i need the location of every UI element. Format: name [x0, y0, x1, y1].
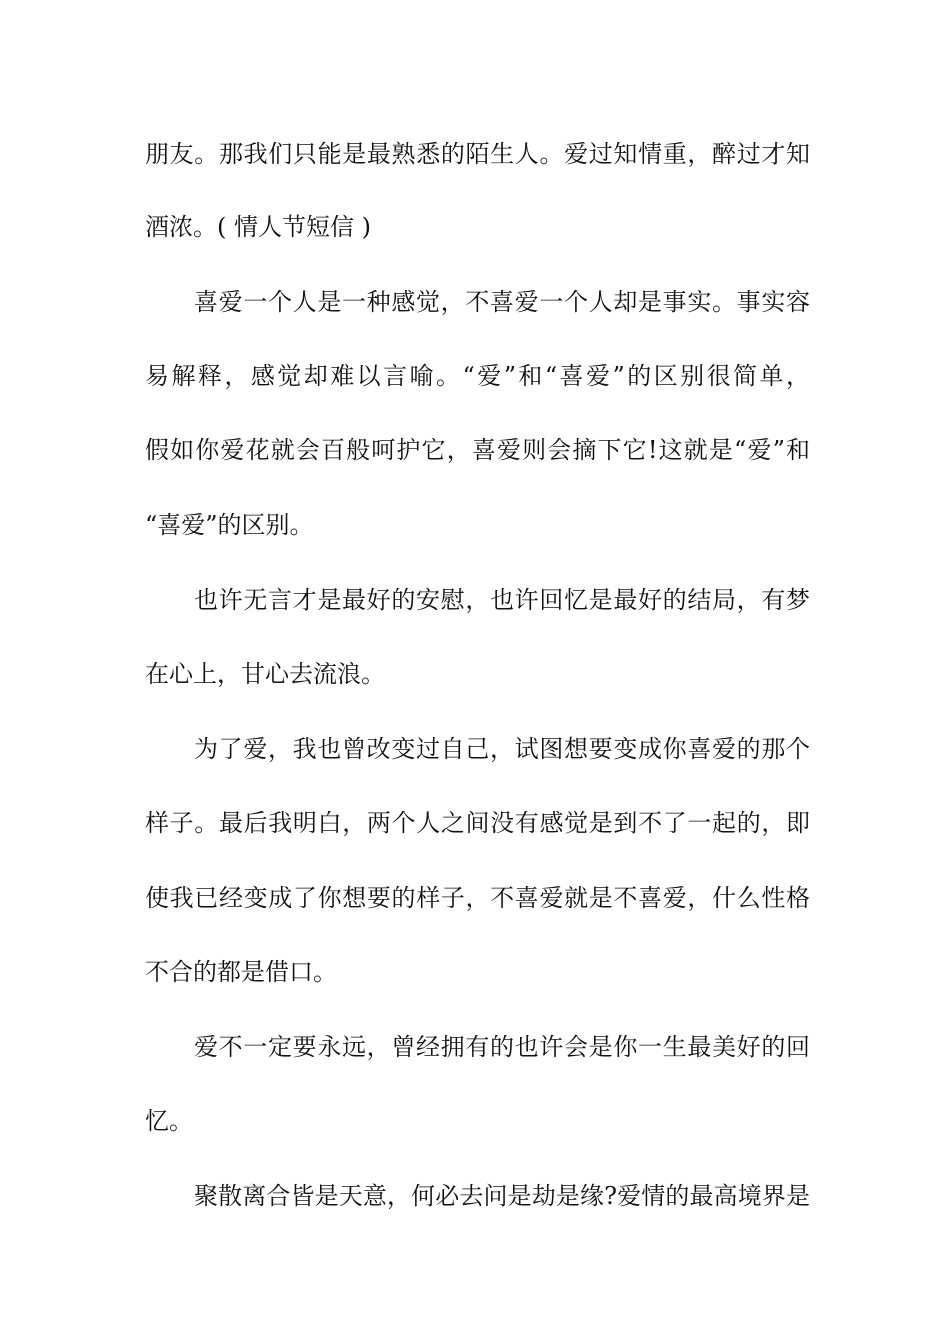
paragraph-first-line: 聚散离合皆是天意，何必去问是劫是缘?爱情的最高境界是 [194, 1182, 810, 1210]
text-line: 在心上，甘心去流浪。 [145, 660, 385, 688]
text-line: 使我已经变成了你想要的样子，不喜爱就是不喜爱，什么性格 [145, 884, 810, 912]
text-line: 样子。最后我明白，两个人之间没有感觉是到不了一起的，即 [145, 809, 810, 837]
text-line: 忆。 [145, 1107, 193, 1135]
text-line: 假如你爱花就会百般呵护它，喜爱则会摘下它!这就是“爱”和 [145, 436, 810, 464]
text-line: “喜爱”的区别。 [145, 511, 314, 539]
paragraph-first-line: 也许无言才是最好的安慰，也许回忆是最好的结局，有梦 [194, 586, 810, 614]
text-line: 易解释，感觉却难以言喻。“爱”和“喜爱”的区别很简单， [145, 362, 810, 390]
text-line: 不合的都是借口。 [145, 958, 337, 986]
text-line: 酒浓。( 情人节短信 ) [145, 213, 371, 241]
paragraph-first-line: 爱不一定要永远，曾经拥有的也许会是你一生最美好的回 [194, 1033, 810, 1061]
paragraph-first-line: 喜爱一个人是一种感觉，不喜爱一个人却是事实。事实容 [194, 288, 810, 316]
text-line: 朋友。那我们只能是最熟悉的陌生人。爱过知情重，醉过才知 [145, 140, 810, 168]
paragraph-first-line: 为了爱，我也曾改变过自己，试图想要变成你喜爱的那个 [194, 735, 810, 763]
